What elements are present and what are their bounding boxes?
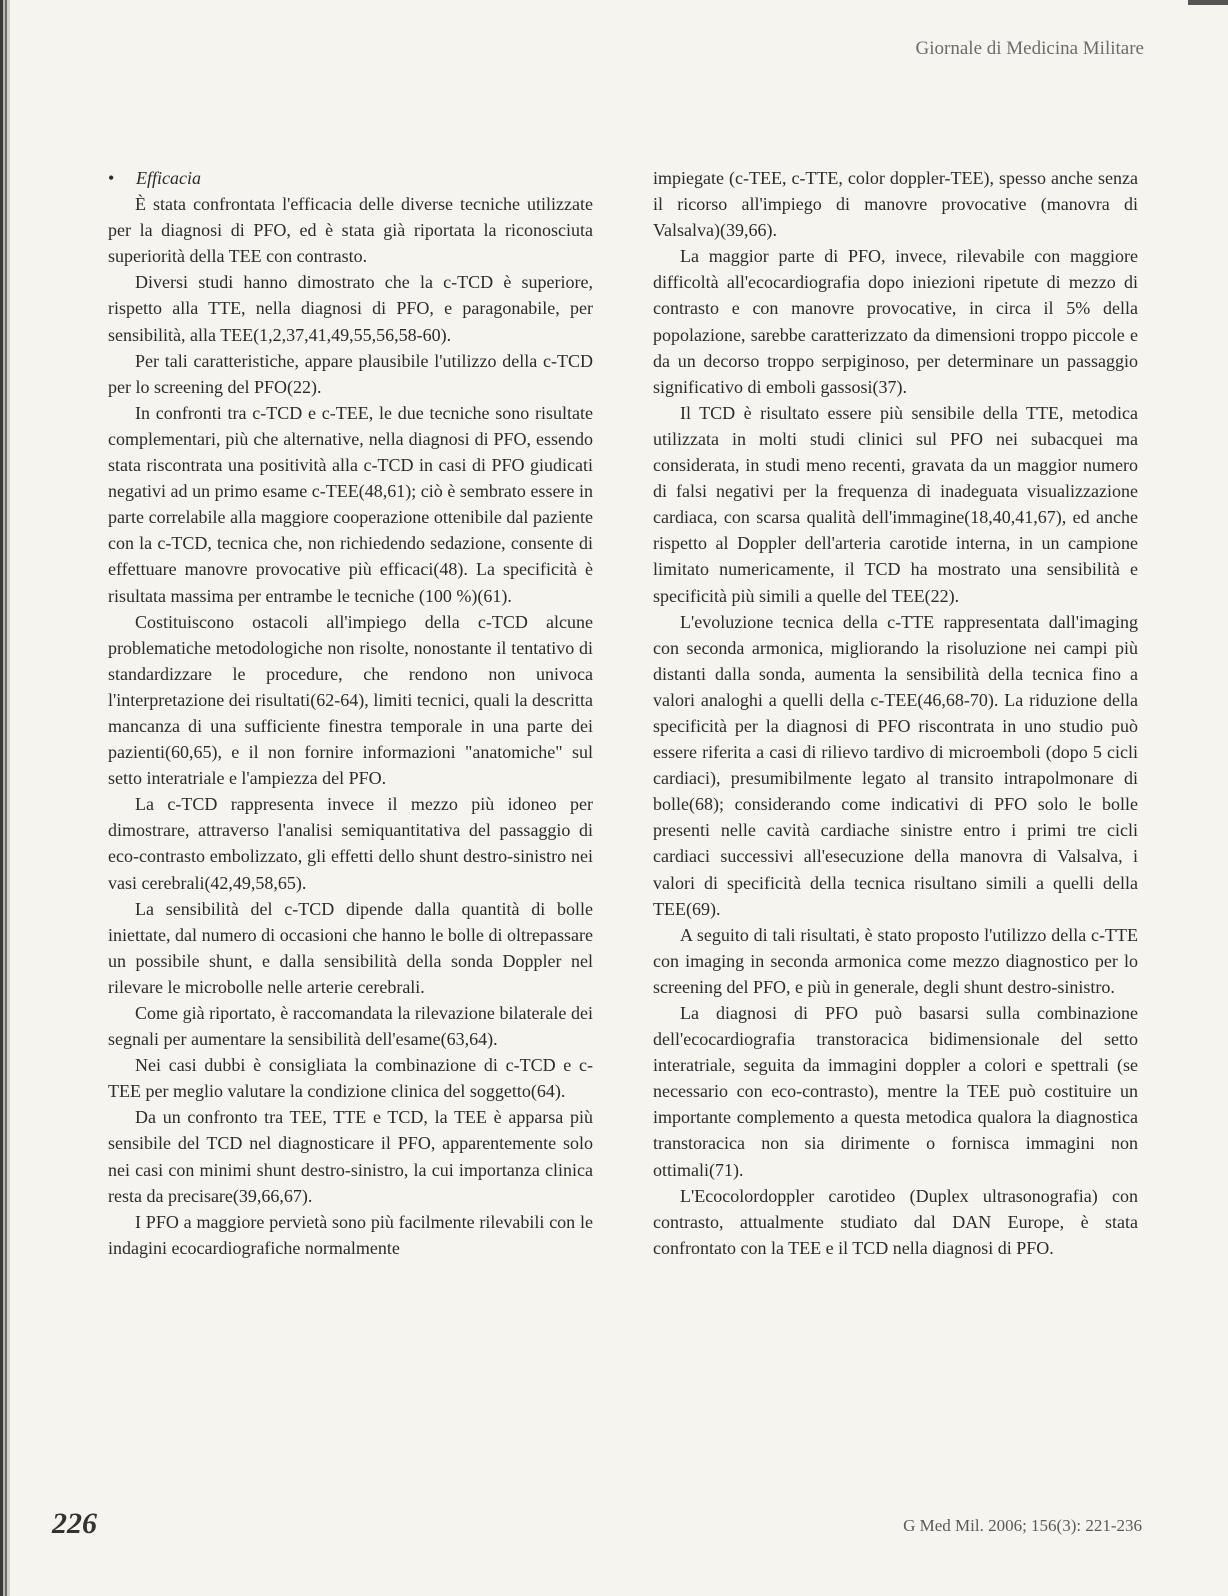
subheading-efficacia: Efficacia <box>136 168 201 188</box>
paragraph-continuation: impiegate (c-TEE, c-TTE, color doppler-TEE), spesso anche senza il ricorso all'impiego di manovre provocative (manovra di Valsalva)(39,66). <box>653 168 1138 241</box>
paragraph: La c-TCD rappresenta invece il mezzo più idoneo per dimostrare, attraverso l'analisi semiquantitativa del passaggio di eco-contrasto embolizzato, gli effetti dello shunt destro-sinistro nei vasi cerebrali(42,49,58,65). <box>108 794 593 893</box>
paragraph: I PFO a maggiore pervietà sono più facilmente rilevabili con le indagini ecocardiografiche normalmente <box>108 1211 593 1258</box>
paragraph: La maggior parte di PFO, invece, rilevabile con maggiore difficoltà all'ecocardiografia dopo iniezioni ripetute di mezzo di contrasto e con manovre provocative, in circa il 5% della popolazione, sarebbe caratterizzato da dimensioni troppo piccole e da un decorso troppo serpiginoso, per determinare un passaggio significativo di emboli gassosi(37). <box>653 246 1138 397</box>
paragraph: Da un confronto tra TEE, TTE e TCD, la TEE è apparsa più sensibile del TCD nel diagnosticare il PFO, apparentemente solo nei casi con minimi shunt destro-sinistro, la cui importanza clinica resta da precisare(39,66,67). <box>108 1107 593 1206</box>
paragraph: Il TCD è risultato essere più sensibile della TTE, metodica utilizzata in molti studi clinici sul PFO nei subacquei ma considerata, in studi meno recenti, gravata da un maggior numero di falsi negativi per la frequenza di inadeguata visualizzazione cardiaca, con scarsa qualità dell'immagine(18,40,41,67), ed anche rispetto al Doppler dell'arteria carotide interna, in un campione limitato numericamente, il TCD ha mostrato una sensibilità e specificità più simili a quelle del TEE(22). <box>653 402 1138 606</box>
paragraph: Nei casi dubbi è consigliata la combinazione di c-TCD e c-TEE per meglio valutare la condizione clinica del soggetto(64). <box>108 1055 593 1102</box>
paragraph: È stata confrontata l'efficacia delle diverse tecniche utilizzate per la diagnosi di PFO, ed è stata già riportata la riconosciuta superiorità della TEE con contrasto. <box>108 194 593 267</box>
page-binding-edge <box>0 0 10 1596</box>
subsection-heading <box>108 165 593 191</box>
page-number: 226 <box>52 1507 97 1540</box>
paragraph: L'Ecocolordoppler carotideo (Duplex ultrasonografia) con contrasto, attualmente studiato dal DAN Europe, è stata confrontato con la TEE e il TCD nella diagnosi di PFO. <box>653 1185 1138 1258</box>
paragraph: Come già riportato, è raccomandata la rilevazione bilaterale dei segnali per aumentare la sensibilità dell'esame(63,64). <box>108 1003 593 1050</box>
paragraph: A seguito di tali risultati, è stato proposto l'utilizzo della c-TTE con imaging in seconda armonica come mezzo diagnostico per lo screening del PFO, e più in generale, degli shunt destro-sinistro. <box>653 924 1138 997</box>
left-column <box>108 165 593 1261</box>
footer-citation: G Med Mil. 2006; 156(3): 221-236 <box>903 1516 1142 1535</box>
paragraph: La sensibilità del c-TCD dipende dalla quantità di bolle iniettate, dal numero di occasioni che hanno le bolle di oltrepassare un possibile shunt, e dalla sensibilità della sonda Doppler nel rilevare le microbolle nelle arterie cerebrali. <box>108 898 593 997</box>
journal-header: Giornale di Medicina Militare <box>915 38 1144 59</box>
paragraph: La diagnosi di PFO può basarsi sulla combinazione dell'ecocardiografia transtoracica bidimensionale del setto interatriale, seguita da immagini doppler a colori e spettrali (se necessario con eco-contrasto), mentre la TEE può costituire un importante complemento a questa metodica qualora la diagnostica transtoracica non sia dirimente o fornisca immagini non ottimali(71). <box>653 1003 1138 1180</box>
paragraph: Costituiscono ostacoli all'impiego della c-TCD alcune problematiche metodologiche non risolte, nonostante il tentativo di standardizzare le procedure, che rendono non univoca l'interpretazione dei risultati(62-64), limiti tecnici, quali la descritta mancanza di una sufficiente finestra temporale in una parte dei pazienti(60,65), e il non fornire informazioni "anatomiche" sul setto interatriale e l'ampiezza del PFO. <box>108 611 593 789</box>
paragraph: Diversi studi hanno dimostrato che la c-TCD è superiore, rispetto alla TTE, nella diagnosi di PFO, e paragonabile, per sensibilità, alla TEE(1,2,37,41,49,55,56,58-60). <box>108 272 593 345</box>
paragraph: In confronti tra c-TCD e c-TEE, le due tecniche sono risultate complementari, più che alternative, nella diagnosi di PFO, essendo stata riscontrata una positività alla c-TCD in casi di PFO giudicati negativi ad un primo esame c-TEE(48,61); ciò è sembrato essere in parte correlabile alla maggiore cooperazione ottenibile dal paziente con la c-TCD, tecnica che, non richiedendo sedazione, consente di effettuare manovre provocative più efficaci(48). La specificità è risultata massima per entrambe le tecniche (100 %)(61). <box>108 402 593 606</box>
paragraph: L'evoluzione tecnica della c-TTE rappresentata dall'imaging con seconda armonica, migliorando la risoluzione nei campi più distanti dalla sonda, aumenta la sensibilità della tecnica fino a valori analoghi a quelli della c-TEE(46,68-70). La riduzione della specificità per la diagnosi di PFO riscontrata in uno studio può essere riferita a casi di rilievo tardivo di microemboli (dopo 5 cicli cardiaci), presumibilmente legato al transito intrapolmonare di bolle(68); considerando come indicativi di PFO solo le bolle presenti nelle cavità cardiache sinistre entro i primi tre cicli cardiaci successivi all'esecuzione della manovra di Valsalva, i valori di specificità della tecnica risultano simili a quelli della TEE(69). <box>653 611 1138 919</box>
right-column <box>653 165 1138 1261</box>
bullet-icon: • <box>108 168 115 188</box>
paragraph: Per tali caratteristiche, appare plausibile l'utilizzo della c-TCD per lo screening del PFO(22). <box>108 350 593 397</box>
scan-corner-mark <box>1188 0 1228 5</box>
